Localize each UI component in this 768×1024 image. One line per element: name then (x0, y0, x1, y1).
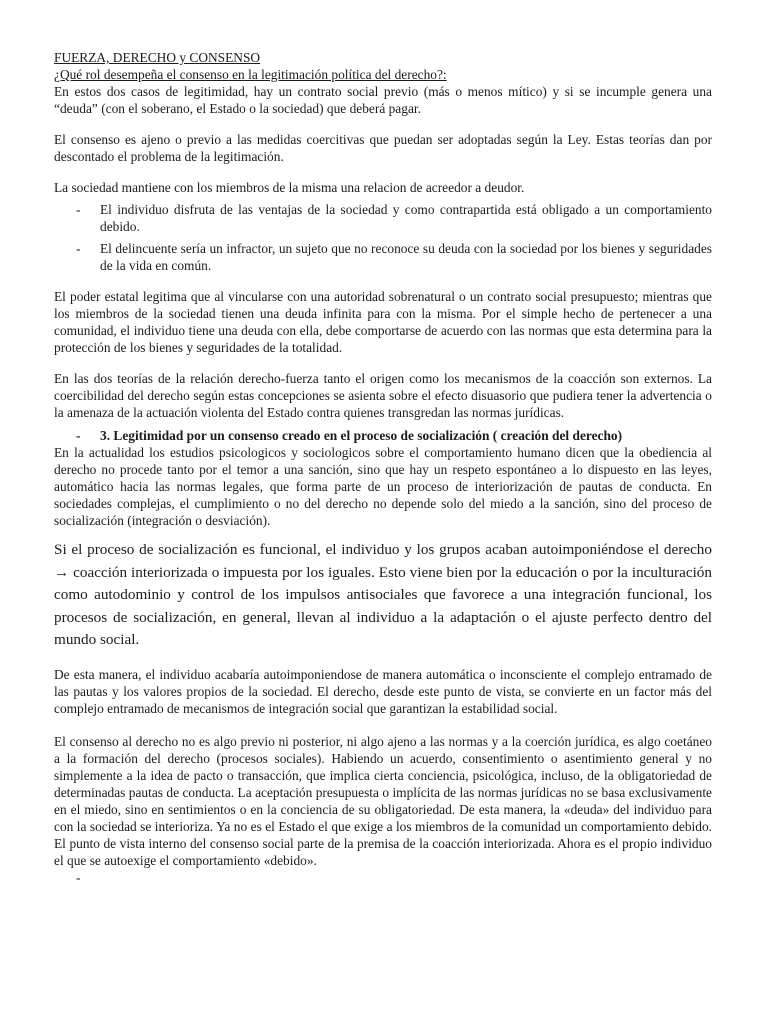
dash-marker: - (76, 202, 81, 217)
bullet-item (54, 240, 712, 274)
document-question: ¿Qué rol desempeña el consenso en la legitimación política del derecho?: (54, 67, 447, 82)
paragraph-3: La sociedad mantiene con los miembros de la misma una relacion de acreedor a deudor. (54, 180, 525, 195)
paragraph-4: El poder estatal legitima que al vincularse con una autoridad sobrenatural o un contrato social presupuesto; mientras que los miembros de la sociedad tienen una deuda infinita para con la misma. Por el simple hecho de pertenecer a una comunidad, el individuo tiene una deuda con ella, debe comportarse de acuerdo con las normas que esta determina para la protección de los bienes y seguridades de la totalidad. (54, 289, 712, 355)
paragraph-6: En la actualidad los estudios psicologicos y sociologicos sobre el comportamiento humano dicen que la obediencia al derecho no procede tanto por el temor a una sanción, sino que hay un respeto espontáneo a lo dispuesto en las leyes, automático hacia las normas legales, que forma parte de un proceso de interiorización de pautas de conducta. En sociedades complejas, el cumplimiento o no del derecho no depende solo del miedo a la sanción, sino del proceso de socialización (integración o desviación). (54, 445, 712, 528)
bullet-item (54, 201, 712, 235)
document-title: FUERZA, DERECHO y CONSENSO (54, 50, 261, 65)
trailing-bullet (54, 869, 712, 886)
dash-marker: - (76, 428, 81, 443)
paragraph-7: Si el proceso de socialización es funcional, el individuo y los grupos acaban autoimponiéndose el derecho → coacción interiorizada o impuesta por los iguales. Esto viene bien por la educación o por la inculturación como autodominio y control de los impulsos antisociales que favorece a una integración funcional, los procesos de socialización, en general, llevan al individuo a la adaptación o el ajuste perfecto dentro del mundo social. (54, 541, 712, 648)
paragraph-8: De esta manera, el individuo acabaría autoimponiendose de manera automática o inconsciente el complejo entramado de las pautas y los valores propios de la sociedad. El derecho, desde este punto de vista, se convierte en un factor más del complejo entramado de mecanismos de integración social que garantizan la estabilidad social. (54, 666, 712, 716)
section-heading (54, 427, 712, 444)
paragraph-5: En las dos teorías de la relación derecho-fuerza tanto el origen como los mecanismos de la coacción son externos. La coercibilidad del derecho según estas concepciones se asienta sobre el efecto disuasorio que pudiera tener la advertencia o la amenaza de la actuación violenta del Estado contra quienes transgredan las normas jurídicas. (54, 371, 712, 420)
paragraph-1: En estos dos casos de legitimidad, hay un contrato social previo (más o menos mítico) y si se incumple genera una “deuda” (con el soberano, el Estado o la sociedad) que deberá pagar. (54, 84, 712, 116)
dash-marker: - (76, 869, 81, 885)
document-body (54, 49, 712, 886)
bullet-text: El individuo disfruta de las ventajas de la sociedad y como contrapartida está obligado a un comportamiento debido. (100, 202, 712, 234)
paragraph-2: El consenso es ajeno o previo a las medidas coercitivas que puedan ser adoptadas según la Ley. Estas teorías dan por descontado el problema de la legitimación. (54, 132, 712, 164)
paragraph-9: El consenso al derecho no es algo previo ni posterior, ni algo ajeno a las normas y a la coerción jurídica, es algo coetáneo a la formación del derecho (procesos sociales). Habiendo un acuerdo, consentimiento o asentimiento general y no simplemente a la idea de pacto o transacción, que implica cierta conciencia, psicológica, incluso, de la obligatoriedad de determinadas pautas de conducta. La aceptación presupuesta o implícita de las normas jurídicas no se basa exclusivamente en el miedo, sino en sentimientos o en la conciencia de su obligatoriedad. De esta manera, la «deuda» del individuo para con la sociedad se interioriza. Ya no es el Estado el que exige a los miembros de la comunidad un comportamiento debido. El punto de vista interno del consenso social parte de la premisa de la coacción interiorizada. Ahora es el propio individuo el que se autoexige el comportamiento «debido». (54, 733, 712, 868)
section-heading-text: 3. Legitimidad por un consenso creado en el proceso de socialización ( creación del derecho) (100, 428, 623, 443)
dash-marker: - (76, 241, 81, 256)
bullet-text: El delincuente sería un infractor, un sujeto que no reconoce su deuda con la sociedad por los bienes y seguridades de la vida en común. (100, 241, 712, 273)
